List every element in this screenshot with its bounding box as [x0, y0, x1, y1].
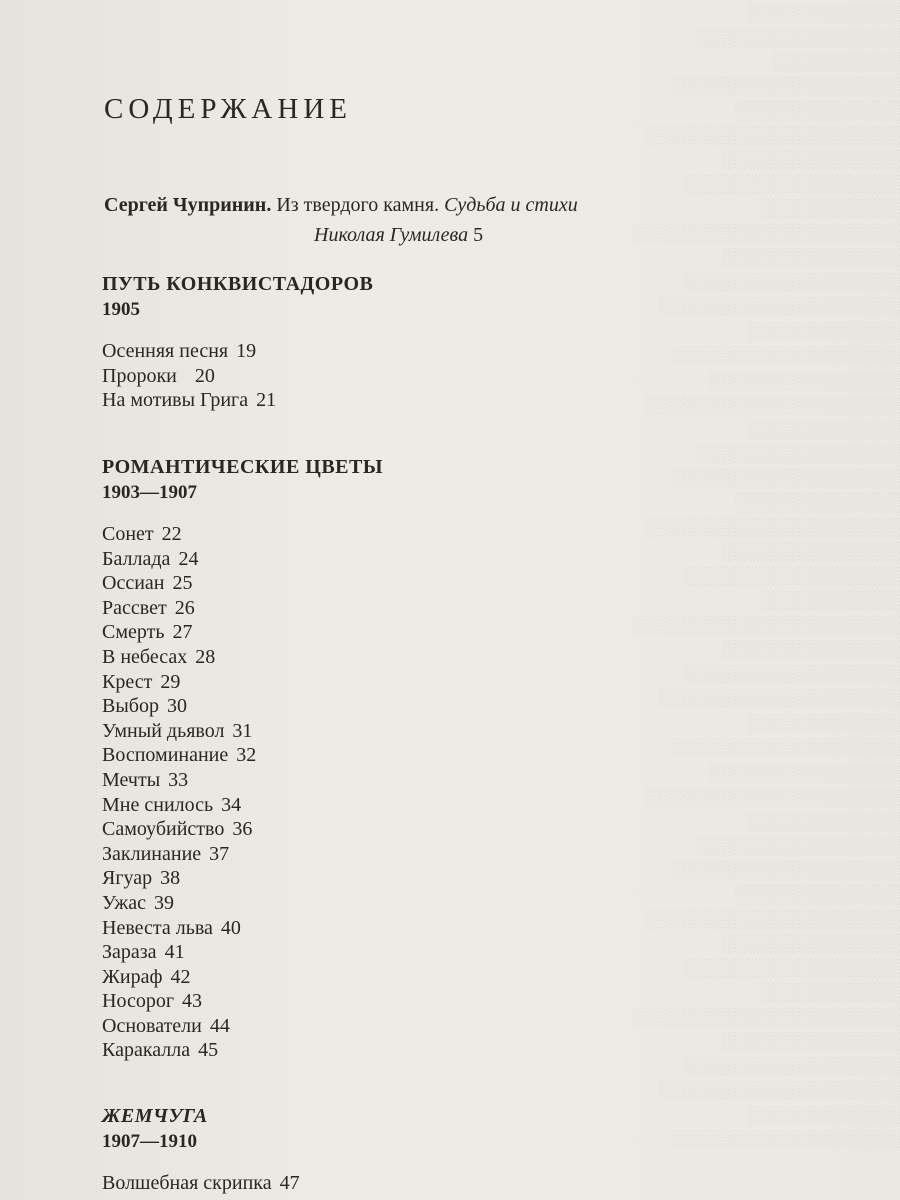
- entry-title: Мечты: [102, 768, 161, 791]
- entry-page: 34: [221, 793, 242, 816]
- list-item: [102, 842, 383, 867]
- section-romanticheskie-tsvety: [102, 454, 383, 1063]
- entry-title: Осенняя песня: [102, 340, 229, 362]
- list-item: [102, 1038, 383, 1063]
- entry-page: 42: [170, 965, 191, 988]
- entry-title: Рассвет: [102, 596, 167, 619]
- entry-title: Ягуар: [102, 867, 153, 890]
- intro-line-2: [104, 220, 578, 250]
- entry-title: Умный дьявол: [102, 719, 225, 742]
- list-item: [102, 940, 383, 965]
- list-item: [102, 989, 383, 1014]
- entry-page: 24: [178, 547, 199, 570]
- list-item: [102, 571, 383, 596]
- entry-page: 37: [209, 842, 230, 865]
- list-item: [102, 670, 383, 695]
- list-item: [102, 891, 383, 916]
- entry-title: Воспоминание: [102, 744, 229, 767]
- list-item: [102, 522, 383, 547]
- entry-title: Каракалла: [102, 1039, 191, 1062]
- page-title: СОДЕРЖАНИЕ: [104, 93, 352, 125]
- entry-title: Смерть: [102, 621, 165, 644]
- section-years: 1907—1910: [102, 1131, 197, 1152]
- entry-page: 20: [194, 364, 215, 387]
- entry-page: 41: [164, 941, 185, 964]
- entry-title: Жираф: [102, 965, 163, 988]
- entry-page: 29: [160, 670, 181, 693]
- list-item: [102, 965, 383, 990]
- entry-title: Основатели: [102, 1014, 202, 1037]
- list-item: [102, 1171, 300, 1196]
- intro-author: Сергей Чупринин.: [104, 194, 272, 216]
- list-item: [102, 916, 383, 941]
- list-item: [102, 620, 383, 645]
- entry-page: 33: [168, 768, 189, 791]
- section-years: 1903—1907: [102, 482, 197, 503]
- list-item: [102, 1014, 383, 1039]
- entry-page: 43: [182, 990, 203, 1013]
- intro-italic-1: Судьба и стихи: [444, 194, 578, 216]
- list-item: [102, 364, 373, 389]
- entry-page: 40: [220, 916, 241, 939]
- entry-page: 38: [160, 867, 181, 890]
- list-item: [102, 694, 383, 719]
- intro-entry: [104, 190, 578, 250]
- list-item: [102, 547, 383, 572]
- list-item: [102, 645, 383, 670]
- entry-title: Зараза: [102, 941, 157, 964]
- section-title: РОМАНТИЧЕСКИЕ ЦВЕТЫ: [102, 456, 384, 478]
- entry-page: 45: [198, 1039, 219, 1062]
- section-put-konkvistadorov: [102, 271, 373, 413]
- entry-page: 21: [256, 389, 277, 412]
- entry-page: 22: [161, 523, 182, 545]
- entry-title: Заклинание: [102, 842, 202, 865]
- intro-text: Из твердого камня.: [276, 194, 440, 216]
- intro-page: 5: [473, 224, 484, 246]
- entry-page: 25: [172, 572, 193, 595]
- entry-title: Самоубийство: [102, 818, 225, 841]
- section-title: ПУТЬ КОНКВИСТАДОРОВ: [102, 273, 374, 295]
- entry-page: 32: [236, 744, 257, 767]
- entry-title: В небесах: [102, 645, 188, 668]
- entry-page: 47: [279, 1172, 300, 1194]
- list-item: [102, 817, 383, 842]
- entry-title: Выбор: [102, 695, 159, 718]
- section-zhemchuga: [102, 1103, 300, 1196]
- entry-title: Волшебная скрипка: [102, 1172, 272, 1194]
- intro-italic-2: Николая Гумилева: [314, 224, 469, 246]
- entry-page: 39: [153, 891, 174, 914]
- list-item: [102, 743, 383, 768]
- entry-title: Крест: [102, 670, 153, 693]
- list-item: [102, 596, 383, 621]
- section-years: 1905: [102, 299, 140, 320]
- entry-page: 44: [209, 1014, 230, 1037]
- entry-title: Оссиан: [102, 572, 165, 595]
- entry-title: На мотивы Грига: [102, 389, 249, 412]
- entry-title: Мне снилось: [102, 793, 214, 816]
- entry-title: Носорог: [102, 990, 175, 1013]
- list-item: [102, 719, 383, 744]
- entry-page: 30: [166, 695, 187, 718]
- entry-page: 28: [195, 645, 216, 668]
- entry-title: Баллада: [102, 547, 171, 570]
- list-item: [102, 768, 383, 793]
- section-title: ЖЕМЧУГА: [102, 1105, 208, 1127]
- list-item: [102, 793, 383, 818]
- entry-title: Пророки: [102, 364, 177, 387]
- entry-page: 36: [232, 818, 253, 841]
- entry-title: Ужас: [102, 891, 146, 914]
- entry-page: 19: [236, 340, 257, 362]
- list-item: [102, 339, 373, 364]
- entry-page: 27: [172, 621, 193, 644]
- entry-title: Сонет: [102, 523, 154, 545]
- list-item: [102, 388, 373, 413]
- entry-title: Невеста льва: [102, 916, 213, 939]
- list-item: [102, 866, 383, 891]
- entry-page: 26: [174, 596, 195, 619]
- bleed-through-texture: ░░░░░░░░░░░░ ░░░░░░░░░░░░░░░░ ░░░░░░░░░░ ░░░░░░░░░░░░░░░░░░ ░░░░░░░░░░░░░ ░░░░░░░░░░░░░░░░░░░░ ░░░░░░░░░░░░░░ ░░░░░░░░░░░░░░░░░ ░░░░░░░░░░░ ░░░░░░░░░░░░░░░░░░░░░ ░░░░░░░░░░░░░░ ░░░░░░░░░░░░░░░░░ ░░░░░░░░░░░░░░░░░░░ ░░░░░░░░░░░░ ░░░░░░░░░░░░░░░░░░ ░░░░░░░░░░░░░░░ ░░░░░░░░░░░░░░░░░░░░ ░░░░░░░░░░░░ ░░░░░░░░░░░░░░░░ ░░░░░░░░░░░░░░░░░░ ░░░░░░░░░░░░░ ░░░░░░░░░░░░░░░░░░░░ ░░░░░░░░░░░░░░ ░░░░░░░░░░░░░░░░░ ░░░░░░░░░░░ ░░░░░░░░░░░░░░░░░░░░░ ░░░░░░░░░░░░░░ ░░░░░░░░░░░░░░░░░ ░░░░░░░░░░░░░░░░░░░ ░░░░░░░░░░░░ ░░░░░░░░░░░░░░░░░░ ░░░░░░░░░░░░░░░ ░░░░░░░░░░░░░░░░░░░░ ░░░░░░░░░░░░ ░░░░░░░░░░░░░░░░ ░░░░░░░░░░░░░░░░░░ ░░░░░░░░░░░░░ ░░░░░░░░░░░░░░░░░░░░ ░░░░░░░░░░░░░░ ░░░░░░░░░░░░░░░░░ ░░░░░░░░░░░ ░░░░░░░░░░░░░░░░░░░░░ ░░░░░░░░░░░░░░ ░░░░░░░░░░░░░░░░░ ░░░░░░░░░░░░░░░░░░░ ░░░░░░░░░░░░ ░░░░░░░░░░░░░░░░░░: [632, 2, 900, 1149]
- entry-page: 31: [232, 719, 253, 742]
